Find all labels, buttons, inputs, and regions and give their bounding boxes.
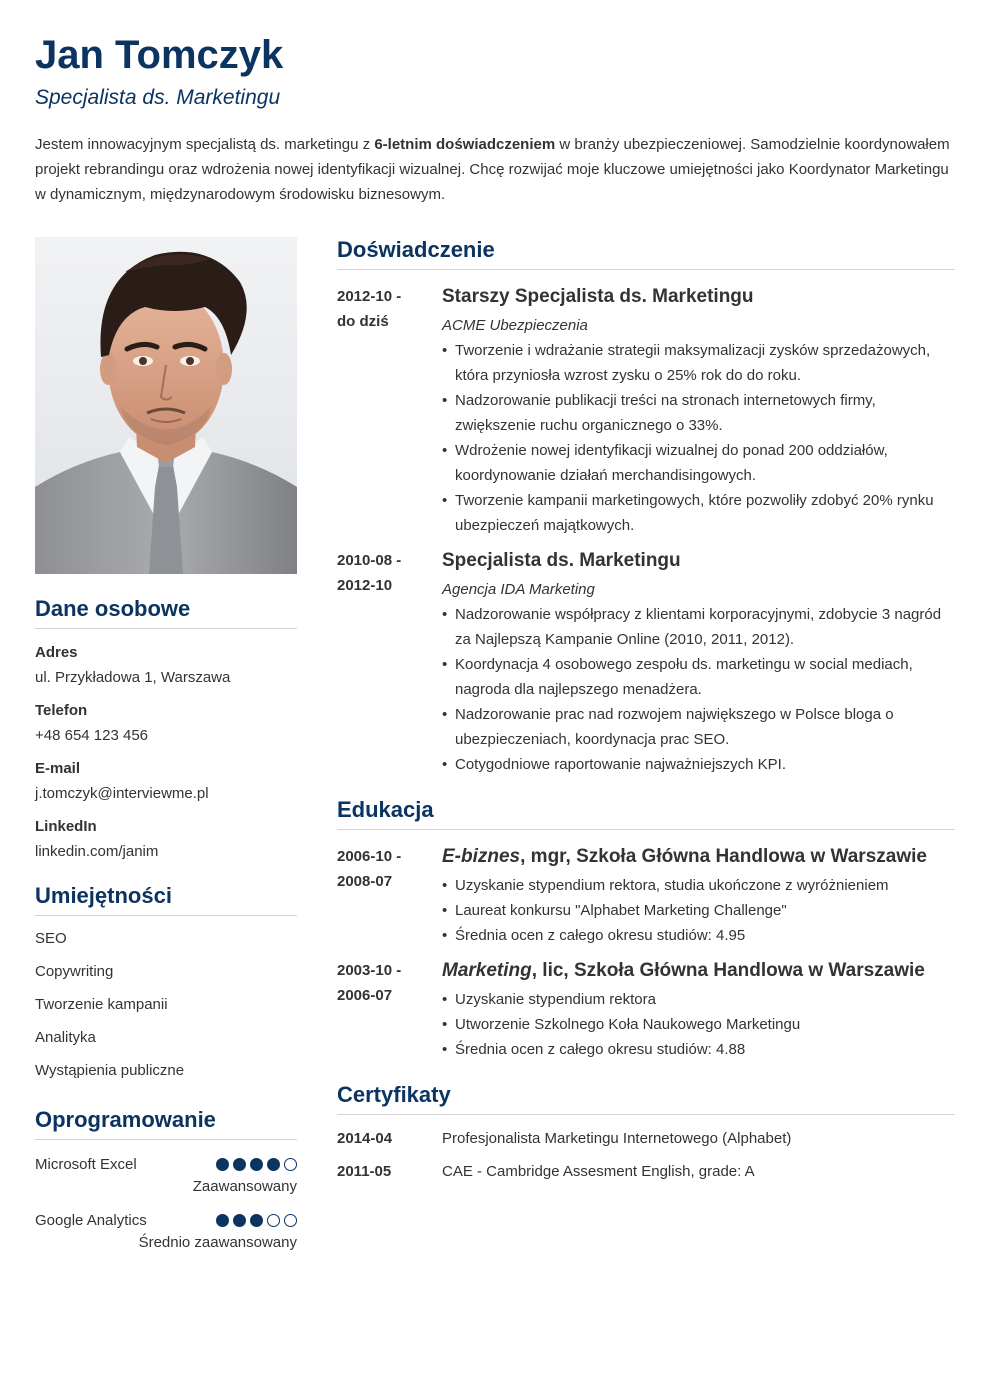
summary-highlight: 6-letnim doświadczeniem xyxy=(374,136,556,153)
personal-item-phone xyxy=(35,702,297,745)
list-item: • Laureat konkursu "Alphabet Marketing Challenge" xyxy=(442,898,955,923)
achievements-list xyxy=(442,873,955,948)
rating-dot-filled xyxy=(250,1158,263,1171)
rating-dot-filled xyxy=(233,1214,246,1227)
certificate-name: CAE - Cambridge Assesment English, grade: A xyxy=(442,1163,755,1180)
job-title: Starszy Specjalista ds. Marketingu xyxy=(442,286,754,307)
rating-dot-empty xyxy=(284,1214,297,1227)
phone-value: +48 654 123 456 xyxy=(35,727,149,744)
list-item: • Tworzenie kampanii marketingowych, które pozwoliły zdobyć 20% rynku ubezpieczeń majątkowych. xyxy=(442,488,955,538)
summary-text-start: Jestem innowacyjnym specjalistą ds. marketingu z xyxy=(35,136,375,153)
address-label: Adres xyxy=(35,644,78,661)
skill-item: SEO xyxy=(35,930,67,947)
profile-summary xyxy=(35,132,955,207)
education-entry xyxy=(337,844,955,948)
list-item: • Średnia ocen z całego okresu studiów: 4.95 xyxy=(442,923,955,948)
degree-title xyxy=(442,844,955,869)
personal-item-linkedin xyxy=(35,818,297,861)
software-item xyxy=(35,1155,297,1196)
skill-item: Copywriting xyxy=(35,963,114,980)
list-item: • Uzyskanie stypendium rektora xyxy=(442,987,955,1012)
software-level: Średnio zaawansowany xyxy=(138,1234,297,1251)
experience-entry xyxy=(337,284,955,538)
software-list xyxy=(35,1155,297,1252)
list-item: • Nadzorowanie publikacji treści na stronach internetowych firmy, zwiększenie ruchu organicznego o 33%. xyxy=(442,388,955,438)
list-item: • Nadzorowanie prac nad rozwojem największego w Polsce bloga o ubezpieczeniach, koordynacja prac SEO. xyxy=(442,702,955,752)
software-item xyxy=(35,1211,297,1252)
certificate-name: Profesjonalista Marketingu Internetowego (Alphabet) xyxy=(442,1130,792,1147)
list-item: • Średnia ocen z całego okresu studiów: 4.88 xyxy=(442,1037,955,1062)
personal-data-list xyxy=(35,644,297,861)
achievements-list xyxy=(442,987,955,1062)
skill-item: Tworzenie kampanii xyxy=(35,996,168,1013)
certificate-date: 2011-05 xyxy=(337,1163,392,1180)
date-start: 2006-10 - xyxy=(337,848,402,865)
entry-date xyxy=(337,958,442,1062)
date-start: 2010-08 - xyxy=(337,552,402,569)
skills-list xyxy=(35,930,297,1095)
summary-text-end: w branży ubezpieczeniowej. Samodzielnie koordynowałem projekt rebrandingu oraz wdrożenia nowej identyfikacji wizualnej. Chcę rozwijać moje kluczowe umiejętności jako Koordynator Marketingu w dynamicznym, międzynarodowym środowisku biznesowym. xyxy=(35,136,950,203)
skill-item: Wystąpienia publiczne xyxy=(35,1062,185,1079)
email-value: j.tomczyk@interviewme.pl xyxy=(35,785,209,802)
rating-dot-filled xyxy=(250,1214,263,1227)
personal-item-address xyxy=(35,644,297,687)
rating-dot-filled xyxy=(216,1214,229,1227)
certificate-item xyxy=(337,1160,955,1183)
linkedin-label: LinkedIn xyxy=(35,818,97,835)
certificates-list xyxy=(337,1127,955,1183)
rating-dot-filled xyxy=(216,1158,229,1171)
software-title: Oprogramowanie xyxy=(35,1107,297,1140)
profile-photo xyxy=(35,237,297,574)
rating-dots xyxy=(216,1214,297,1227)
software-name: Google Analytics xyxy=(35,1211,147,1229)
candidate-role: Specjalista ds. Marketingu xyxy=(35,86,281,109)
responsibilities-list xyxy=(442,338,955,538)
entry-date xyxy=(337,284,442,538)
field-of-study: Marketing xyxy=(442,960,532,981)
personal-item-email xyxy=(35,760,297,803)
phone-label: Telefon xyxy=(35,702,88,719)
rating-dot-filled xyxy=(267,1158,280,1171)
company-name: Agencja IDA Marketing xyxy=(442,581,595,598)
list-item: • Nadzorowanie współpracy z klientami korporacyjnymi, zdobycie 3 nagród za Najlepszą Kampanie Online (2010, 2011, 2012). xyxy=(442,602,955,652)
list-item: • Utworzenie Szkolnego Koła Naukowego Marketingu xyxy=(442,1012,955,1037)
date-end: 2012-10 xyxy=(337,577,393,594)
rating-dot-empty xyxy=(267,1214,280,1227)
date-start: 2012-10 - xyxy=(337,288,402,305)
field-of-study: E-biznes xyxy=(442,846,521,867)
software-level: Zaawansowany xyxy=(192,1178,297,1195)
list-item: • Koordynacja 4 osobowego zespołu ds. marketingu w social mediach, nagroda dla najlepszego menadżera. xyxy=(442,652,955,702)
email-label: E-mail xyxy=(35,760,81,777)
responsibilities-list xyxy=(442,602,955,777)
list-item: • Wdrożenie nowej identyfikacji wizualnej do ponad 200 oddziałów, koordynowanie działań merchandisingowych. xyxy=(442,438,955,488)
rating-dot-empty xyxy=(284,1158,297,1171)
skills-title: Umiejętności xyxy=(35,883,297,916)
experience-title: Doświadczenie xyxy=(337,237,955,270)
list-item: • Cotygodniowe raportowanie najważniejszych KPI. xyxy=(442,752,955,777)
software-name: Microsoft Excel xyxy=(35,1155,137,1173)
candidate-name: Jan Tomczyk xyxy=(35,33,284,77)
address-value: ul. Przykładowa 1, Warszawa xyxy=(35,669,231,686)
degree-title xyxy=(442,958,955,983)
education-entry xyxy=(337,958,955,1062)
left-column xyxy=(35,237,297,1252)
rating-dots xyxy=(216,1158,297,1171)
linkedin-value: linkedin.com/janim xyxy=(35,843,159,860)
date-end: 2006-07 xyxy=(337,987,393,1004)
certificate-date: 2014-04 xyxy=(337,1130,393,1147)
education-title: Edukacja xyxy=(337,797,955,830)
skill-item: Analityka xyxy=(35,1029,96,1046)
degree-details: , lic, Szkoła Główna Handlowa w Warszawie xyxy=(531,960,925,981)
list-item: • Tworzenie i wdrażanie strategii maksymalizacji zysków sprzedażowych, która przyniosła wzrost zysku o 25% rok do do roku. xyxy=(442,338,955,388)
date-end: do dziś xyxy=(337,313,389,330)
rating-dot-filled xyxy=(233,1158,246,1171)
experience-entry xyxy=(337,548,955,777)
entry-date xyxy=(337,548,442,777)
entry-date xyxy=(337,844,442,948)
degree-details: , mgr, Szkoła Główna Handlowa w Warszawie xyxy=(520,846,927,867)
right-column xyxy=(337,237,955,1183)
portrait-image xyxy=(35,237,297,574)
job-title: Specjalista ds. Marketingu xyxy=(442,550,681,571)
certificates-title: Certyfikaty xyxy=(337,1082,955,1115)
date-end: 2008-07 xyxy=(337,873,393,890)
certificate-item xyxy=(337,1127,955,1150)
list-item: • Uzyskanie stypendium rektora, studia ukończone z wyróżnieniem xyxy=(442,873,955,898)
date-start: 2003-10 - xyxy=(337,962,402,979)
personal-data-title: Dane osobowe xyxy=(35,596,297,629)
company-name: ACME Ubezpieczenia xyxy=(442,317,588,334)
